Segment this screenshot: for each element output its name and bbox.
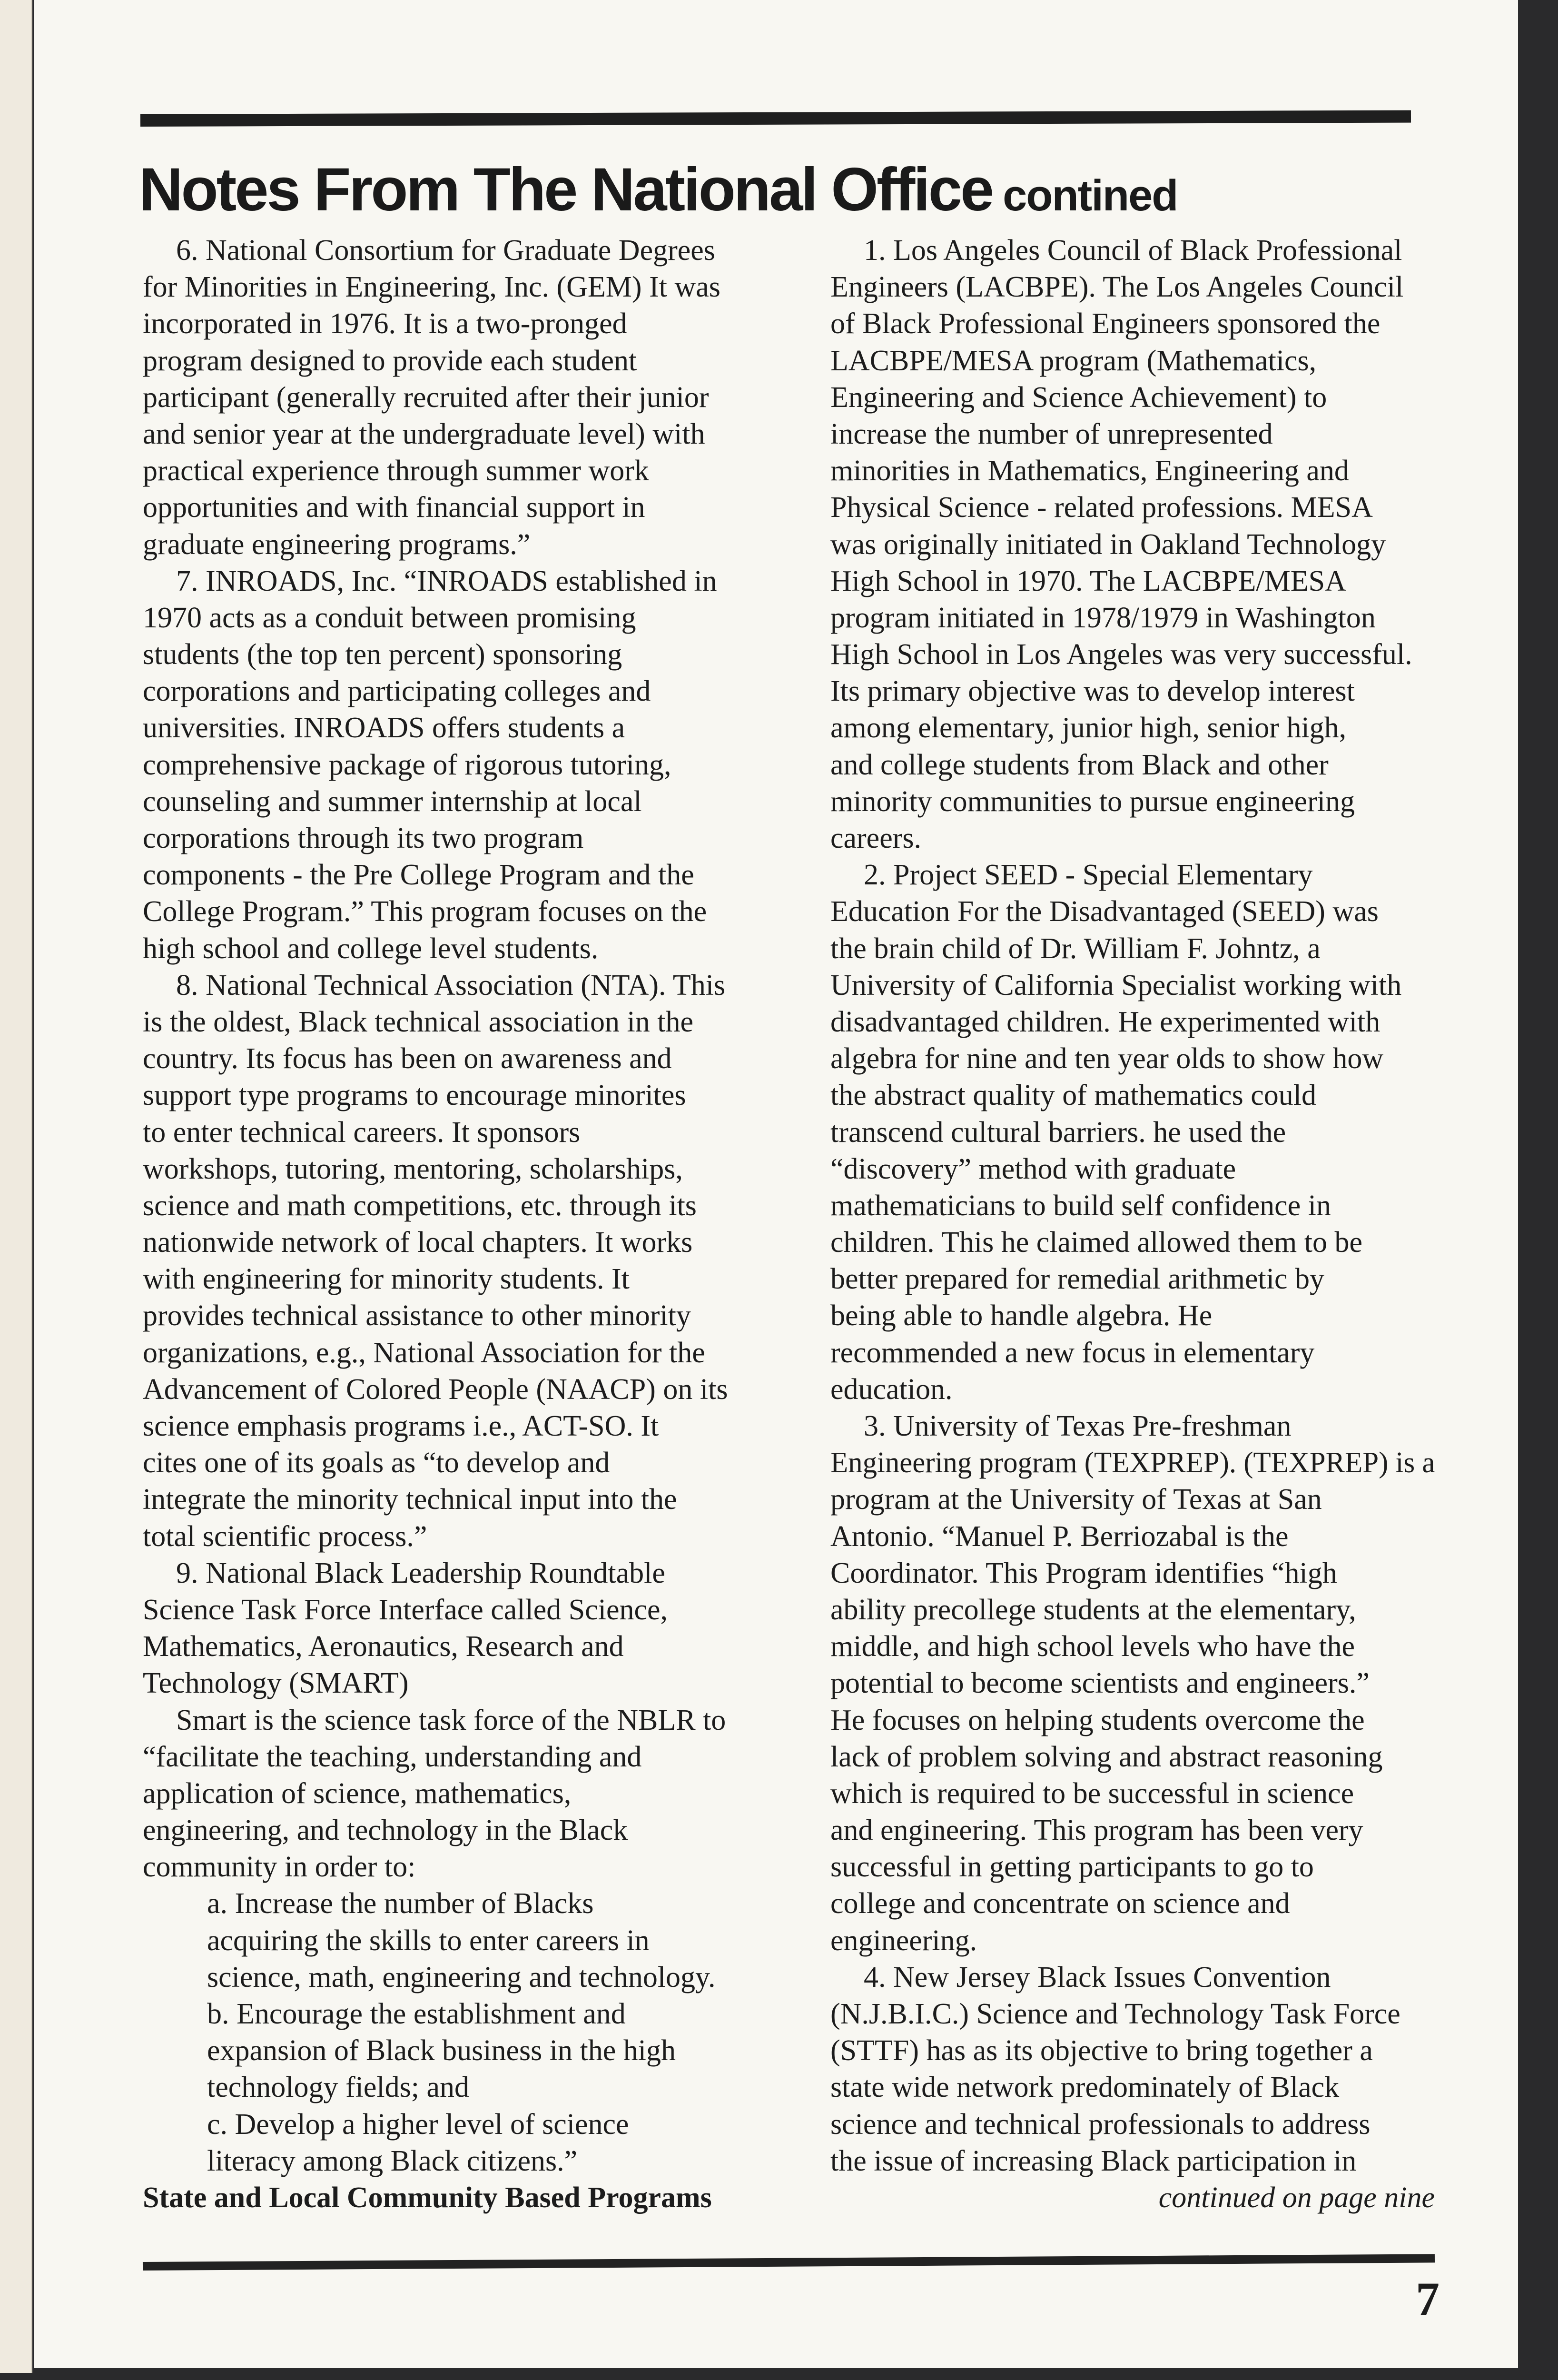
text-line: and college students from Black and other xyxy=(830,748,1329,781)
text-line: counseling and summer internship at local xyxy=(143,785,642,818)
text-line: He focuses on helping students overcome the xyxy=(830,1704,1365,1736)
text-line: to enter technical careers. It sponsors xyxy=(143,1116,581,1149)
text-line: c. Develop a higher level of science xyxy=(207,2108,629,2141)
text-line: workshops, tutoring, mentoring, scholarships, xyxy=(143,1152,683,1185)
text-line: program at the University of Texas at San xyxy=(830,1483,1322,1516)
text-line: minorities in Mathematics, Engineering and xyxy=(830,455,1349,487)
left-column xyxy=(143,232,738,2216)
section-heading xyxy=(143,2180,738,2216)
text-line: and engineering. This program has been very xyxy=(830,1814,1363,1847)
text-line: which is required to be successful in science xyxy=(830,1777,1354,1810)
paragraph xyxy=(143,1885,738,2180)
text-line: community in order to: xyxy=(143,1851,416,1884)
text-line: 9. National Black Leadership Roundtable xyxy=(176,1557,665,1589)
text-line: corporations and participating colleges and xyxy=(143,675,651,708)
text-line: Engineering and Science Achievement) to xyxy=(830,381,1327,414)
text-line: program initiated in 1978/1979 in Washington xyxy=(830,601,1376,634)
text-line: is the oldest, Black technical association in the xyxy=(143,1005,694,1038)
text-line: science, math, engineering and technology. xyxy=(207,1961,716,1993)
text-line: being able to handle algebra. He xyxy=(830,1299,1213,1332)
paragraph xyxy=(830,232,1435,857)
text-line: disadvantaged children. He experimented with xyxy=(830,1005,1381,1038)
text-line: cites one of its goals as “to develop and xyxy=(143,1447,610,1479)
text-line: College Program.” This program focuses on the xyxy=(143,895,707,928)
text-line: college and concentrate on science and xyxy=(830,1887,1290,1920)
text-line: with engineering for minority students. It xyxy=(143,1263,630,1296)
text-line: participant (generally recruited after their junior xyxy=(143,381,709,414)
text-line: among elementary, junior high, senior high, xyxy=(830,712,1347,744)
text-line: careers. xyxy=(830,822,921,854)
text-line: state wide network predominately of Black xyxy=(830,2071,1340,2104)
text-line: Mathematics, Aeronautics, Research and xyxy=(143,1630,624,1663)
text-line: 2. Project SEED - Special Elementary xyxy=(864,859,1313,892)
paragraph xyxy=(143,1555,738,1702)
text-line: Education For the Disadvantaged (SEED) was xyxy=(830,895,1379,928)
text-line: universities. INROADS offers students a xyxy=(143,712,625,744)
text-line: Technology (SMART) xyxy=(143,1667,409,1700)
text-line: a. Increase the number of Blacks xyxy=(207,1887,594,1920)
text-line: literacy among Black citizens.” xyxy=(207,2144,578,2177)
text-line: and senior year at the undergraduate level) with xyxy=(143,417,705,450)
text-line: children. This he claimed allowed them to be xyxy=(830,1226,1362,1259)
text-line: (N.J.B.I.C.) Science and Technology Task Force xyxy=(830,1998,1400,2030)
text-line: components - the Pre College Program and the xyxy=(143,859,694,892)
text-line: technology fields; and xyxy=(207,2071,469,2104)
page-number: 7 xyxy=(1416,2272,1440,2325)
title-sub: contined xyxy=(1003,171,1178,220)
text-line: application of science, mathematics, xyxy=(143,1777,572,1810)
page-title xyxy=(139,155,1177,225)
text-line: integrate the minority technical input into the xyxy=(143,1483,677,1516)
text-line: the brain child of Dr. William F. Johntz, a xyxy=(830,932,1321,965)
text-line: Engineers (LACBPE). The Los Angeles Council xyxy=(830,271,1404,304)
text-line: for Minorities in Engineering, Inc. (GEM) It was xyxy=(143,271,720,304)
text-line: organizations, e.g., National Association for the xyxy=(143,1336,705,1369)
text-line: “facilitate the teaching, understanding and xyxy=(143,1740,642,1773)
text-line: high school and college level students. xyxy=(143,932,599,965)
text-line: Engineering program (TEXPREP). (TEXPREP) is a xyxy=(830,1447,1435,1479)
text-line: recommended a new focus in elementary xyxy=(830,1336,1315,1369)
text-line: High School in 1970. The LACBPE/MESA xyxy=(830,565,1346,597)
text-line: Antonio. “Manuel P. Berriozabal is the xyxy=(830,1520,1289,1553)
title-main: Notes From The National Office xyxy=(139,156,993,224)
text-line: corporations through its two program xyxy=(143,822,584,854)
text-line: graduate engineering programs.” xyxy=(143,528,531,561)
text-line: was originally initiated in Oakland Technology xyxy=(830,528,1386,561)
text-line: nationwide network of local chapters. It works xyxy=(143,1226,693,1259)
text-line: ability precollege students at the elementary, xyxy=(830,1593,1356,1626)
right-column xyxy=(830,232,1435,2216)
text-line: incorporated in 1976. It is a two-pronged xyxy=(143,307,627,340)
text-line: the issue of increasing Black participation in xyxy=(830,2144,1357,2177)
text-line: 1. Los Angeles Council of Black Professional xyxy=(864,234,1402,267)
text-line: engineering. xyxy=(830,1924,977,1957)
text-line: 4. New Jersey Black Issues Convention xyxy=(864,1961,1331,1993)
text-line: LACBPE/MESA program (Mathematics, xyxy=(830,344,1317,377)
text-line: education. xyxy=(830,1373,953,1406)
text-line: 6. National Consortium for Graduate Degrees xyxy=(176,234,715,267)
text-line: 7. INROADS, Inc. “INROADS established in xyxy=(176,565,717,597)
text-line: science and math competitions, etc. through its xyxy=(143,1189,697,1222)
text-line: “discovery” method with graduate xyxy=(830,1152,1236,1185)
text-line: opportunities and with financial support in xyxy=(143,491,645,524)
text-line: Coordinator. This Program identifies “high xyxy=(830,1557,1337,1589)
text-line: Advancement of Colored People (NAACP) on its xyxy=(143,1373,728,1406)
text-line: science emphasis programs i.e., ACT-SO. It xyxy=(143,1410,659,1442)
continuation-note xyxy=(830,2180,1435,2216)
text-line: lack of problem solving and abstract reasoning xyxy=(830,1740,1383,1773)
text-line: provides technical assistance to other minority xyxy=(143,1299,691,1332)
text-line: support type programs to encourage minorites xyxy=(143,1079,686,1112)
text-line: b. Encourage the establishment and xyxy=(207,1998,626,2030)
text-line: better prepared for remedial arithmetic by xyxy=(830,1263,1324,1296)
text-line: University of California Specialist working with xyxy=(830,969,1402,1002)
text-line: acquiring the skills to enter careers in xyxy=(207,1924,650,1957)
text-line: Its primary objective was to develop interest xyxy=(830,675,1355,708)
text-line: continued on page nine xyxy=(1158,2181,1435,2214)
text-line: 1970 acts as a conduit between promising xyxy=(143,601,636,634)
text-line: State and Local Community Based Programs xyxy=(143,2181,712,2214)
text-line: practical experience through summer work xyxy=(143,455,649,487)
text-line: 3. University of Texas Pre-freshman xyxy=(864,1410,1292,1442)
text-line: Science Task Force Interface called Science, xyxy=(143,1593,668,1626)
paragraph xyxy=(143,232,738,563)
paragraph xyxy=(830,1959,1435,2180)
text-line: country. Its focus has been on awareness and xyxy=(143,1042,672,1075)
text-line: students (the top ten percent) sponsoring xyxy=(143,638,622,671)
text-line: Physical Science - related professions. MESA xyxy=(830,491,1373,524)
text-line: engineering, and technology in the Black xyxy=(143,1814,628,1847)
text-line: comprehensive package of rigorous tutoring, xyxy=(143,748,671,781)
text-line: (STTF) has as its objective to bring together a xyxy=(830,2034,1373,2067)
text-line: increase the number of unrepresented xyxy=(830,417,1273,450)
text-line: transcend cultural barriers. he used the xyxy=(830,1116,1286,1149)
text-line: 8. National Technical Association (NTA). This xyxy=(176,969,726,1002)
paragraph xyxy=(830,857,1435,1408)
text-line: High School in Los Angeles was very successful. xyxy=(830,638,1412,671)
paragraph xyxy=(143,967,738,1555)
text-line: total scientific process.” xyxy=(143,1520,427,1553)
paragraph xyxy=(830,1408,1435,1959)
adjacent-page-edge xyxy=(0,0,32,2373)
text-line: science and technical professionals to address xyxy=(830,2108,1371,2141)
text-line: successful in getting participants to go to xyxy=(830,1851,1314,1884)
paragraph xyxy=(143,563,738,967)
text-line: expansion of Black business in the high xyxy=(207,2034,676,2067)
text-line: algebra for nine and ten year olds to show how xyxy=(830,1042,1384,1075)
text-line: of Black Professional Engineers sponsored the xyxy=(830,307,1381,340)
text-line: program designed to provide each student xyxy=(143,344,637,377)
text-line: minority communities to pursue engineering xyxy=(830,785,1355,818)
text-line: Smart is the science task force of the NBLR to xyxy=(176,1704,726,1736)
text-line: mathematicians to build self confidence in xyxy=(830,1189,1331,1222)
text-line: middle, and high school levels who have the xyxy=(830,1630,1355,1663)
text-line: potential to become scientists and engineers.” xyxy=(830,1667,1370,1700)
paragraph xyxy=(143,1702,738,1886)
text-line: the abstract quality of mathematics could xyxy=(830,1079,1316,1112)
